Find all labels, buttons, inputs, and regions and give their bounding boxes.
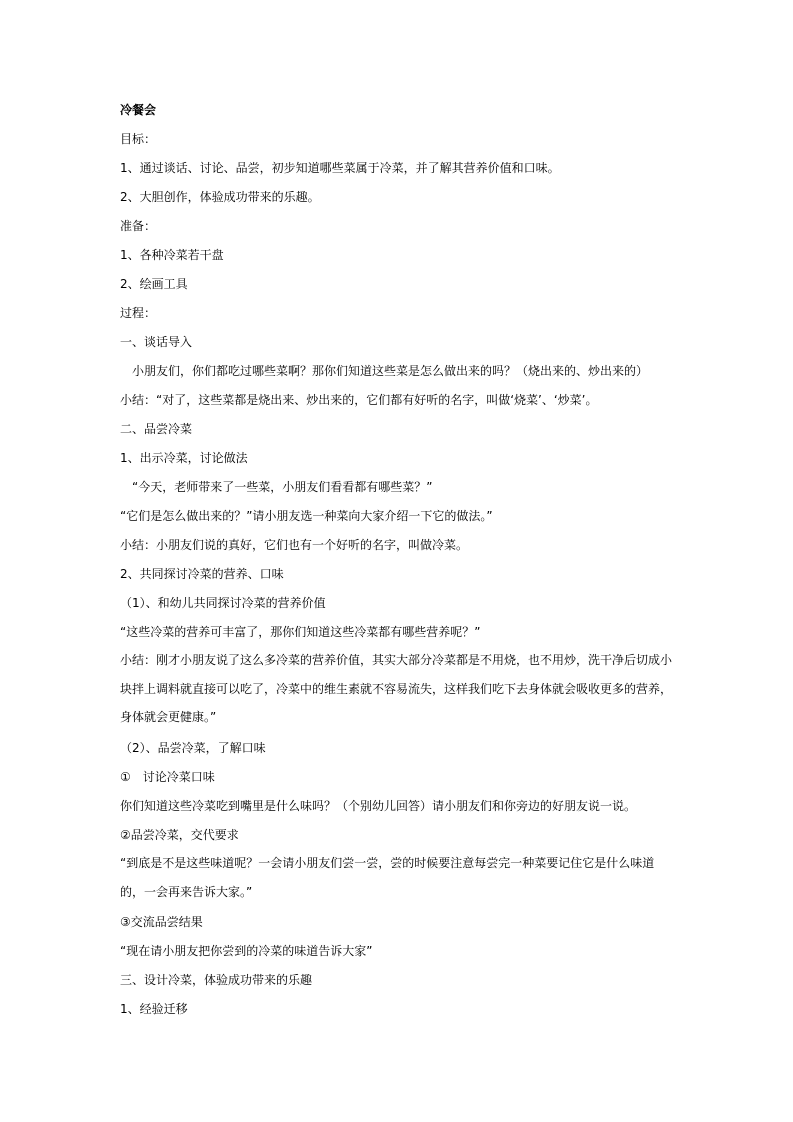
text-line: 三、设计冷菜，体验成功带来的乐趣 — [120, 973, 313, 987]
text-line: 二、品尝冷菜 — [120, 422, 193, 436]
text-line: “现在请小朋友把你尝到的冷菜的味道告诉大家” — [120, 944, 373, 958]
text-line: 2、大胆创作，体验成功带来的乐趣。 — [120, 190, 320, 204]
text-line: 1、出示冷菜，讨论做法 — [120, 451, 248, 465]
text-line: ②品尝冷菜，交代要求 — [120, 828, 239, 842]
text-line: ① 讨论冷菜口味 — [120, 770, 215, 784]
text-line: 一、谈话导入 — [120, 335, 193, 349]
text-line: 准备： — [120, 219, 157, 233]
text-line: 2、绘画工具 — [120, 277, 188, 291]
text-line: （2）、品尝冷菜，了解口味 — [120, 741, 266, 755]
text-line: 2、共同探讨冷菜的营养、口味 — [120, 567, 284, 581]
text-line: 你们知道这些冷菜吃到嘴里是什么味吗？（个别幼儿回答）请小朋友们和你旁边的好朋友说一说。 — [120, 799, 637, 813]
text-line: （1）、和幼儿共同探讨冷菜的营养价值 — [120, 596, 326, 610]
text-line: 小结：“对了，这些菜都是烧出来、炒出来的，它们都有好听的名字，叫做‘烧菜’、‘炒菜’。 — [120, 393, 598, 407]
text-line: 小朋友们，你们都吃过哪些菜啊？那你们知道这些菜是怎么做出来的吗？（烧出来的、炒出来的） — [120, 364, 649, 378]
text-line: “今天，老师带来了一些菜，小朋友们看看都有哪些菜？” — [120, 480, 433, 494]
text-line: “这些冷菜的营养可丰富了，那你们知道这些冷菜都有哪些营养呢？” — [120, 625, 481, 639]
text-line: 过程： — [120, 306, 157, 320]
text-line: 1、经验迁移 — [120, 1002, 188, 1016]
text-line: ③交流品尝结果 — [120, 915, 203, 929]
text-line: 1、各种冷菜若干盘 — [120, 248, 224, 262]
text-paragraph: “到底是不是这些味道呢？一会请小朋友们尝一尝，尝的时候要注意每尝完一种菜要记住它是什么味道的，一会再来告诉大家。” — [120, 856, 655, 899]
text-line: 小结：小朋友们说的真好，它们也有一个好听的名字，叫做冷菜。 — [120, 538, 469, 552]
text-line: 目标： — [120, 132, 157, 146]
text-line: 1、通过谈话、讨论、品尝，初步知道哪些菜属于冷菜，并了解其营养价值和口味。 — [120, 161, 560, 175]
document-title: 冷餐会 — [120, 103, 157, 117]
text-line: “它们是怎么做出来的？”请小朋友选一种菜向大家介绍一下它的做法。” — [120, 509, 493, 523]
text-paragraph: 小结：刚才小朋友说了这么多冷菜的营养价值，其实大部分冷菜都是不用烧，也不用炒，洗干净后切成小块拌上调料就直接可以吃了，冷菜中的维生素就不容易流失，这样我们吃下去身体就会吸收更多的营养，身体就会更健康。” — [120, 653, 673, 724]
